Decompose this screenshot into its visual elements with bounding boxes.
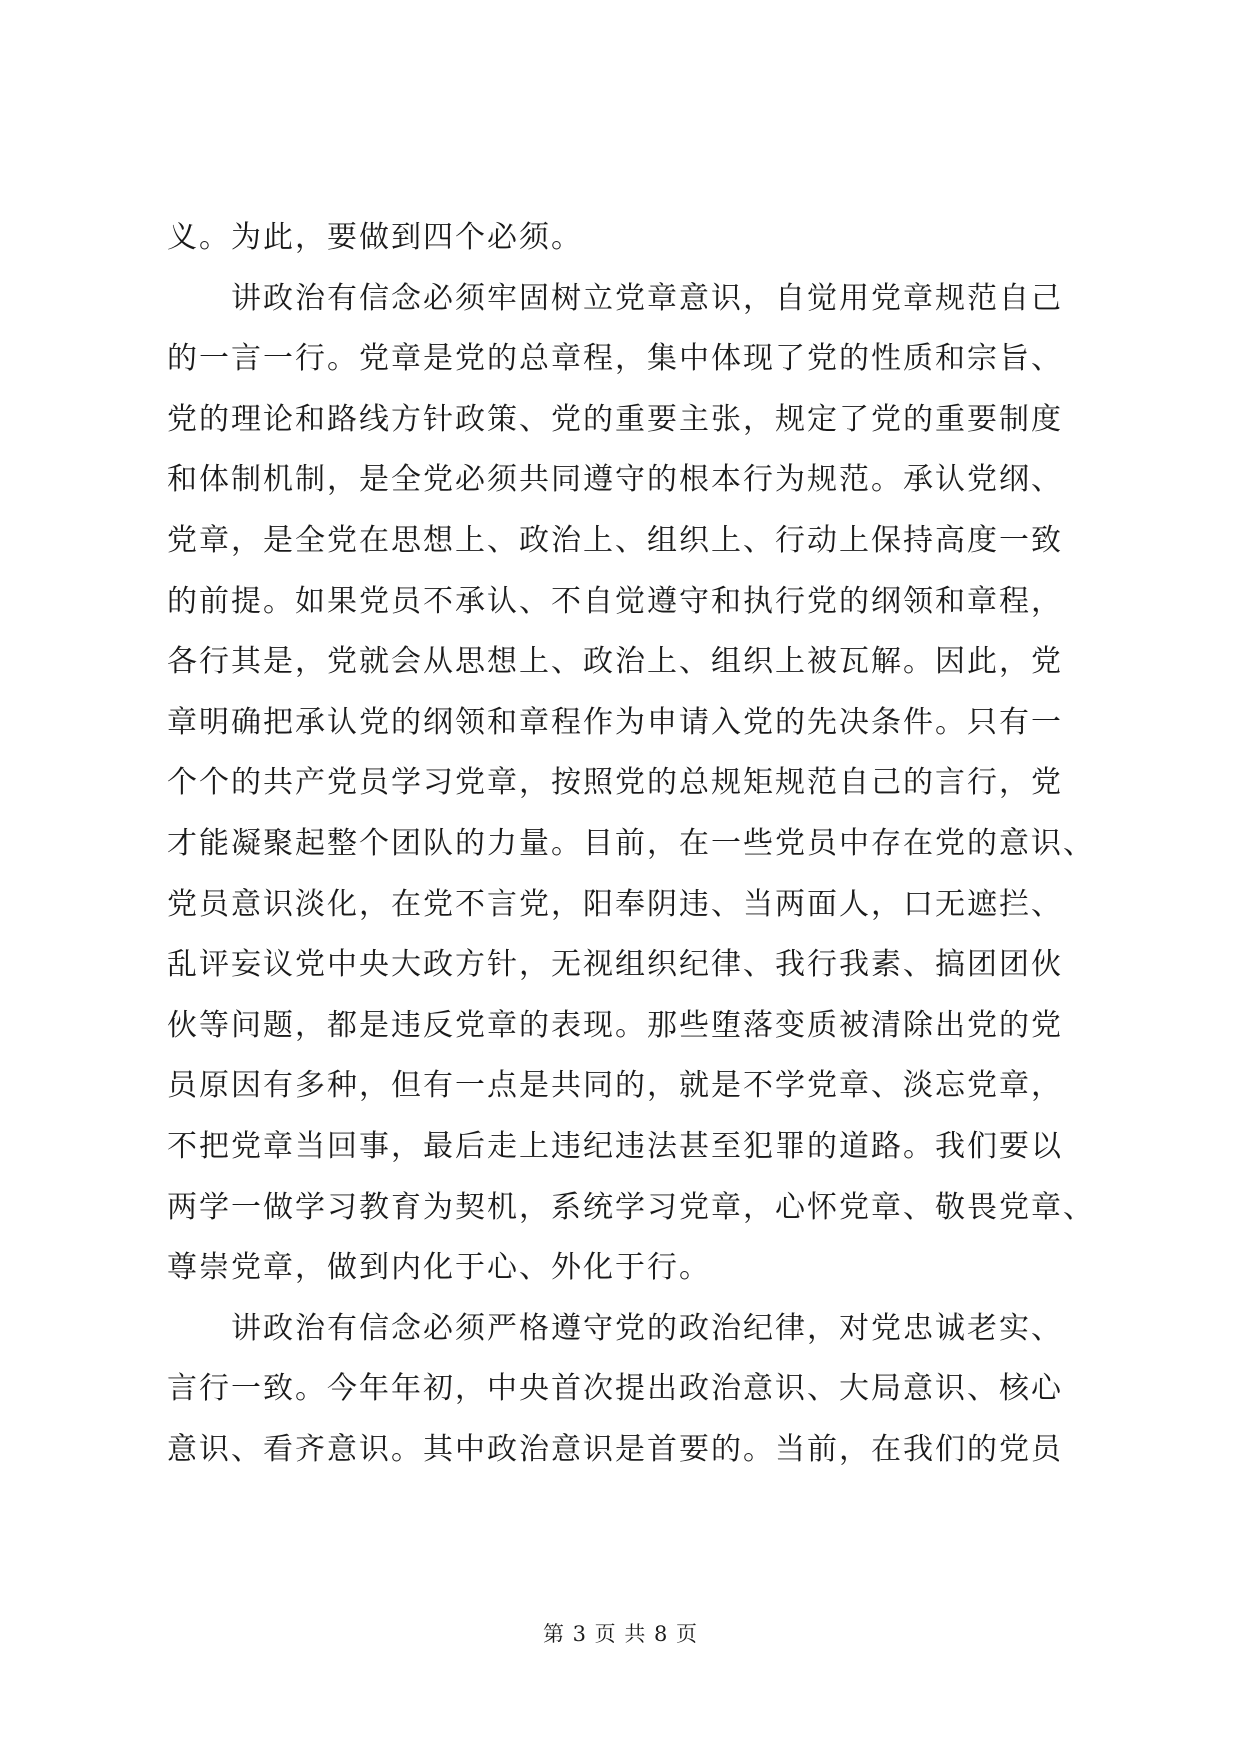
text-line: 和体制机制，是全党必须共同遵守的根本行为规范。承认党纲、 (167, 462, 1063, 498)
text-line: 才能凝聚起整个团队的力量。目前，在一些党员中存在党的意识、 (167, 825, 1095, 861)
text-line: 乱评妄议党中央大政方针，无视组织纪律、我行我素、搞团团伙 (167, 947, 1063, 983)
text-line: 两学一做学习教育为契机，系统学习党章，心怀党章、敬畏党章、 (167, 1189, 1095, 1225)
text-line: 党员意识淡化，在党不言党，阳奉阴违、当两面人，口无遮拦、 (167, 886, 1063, 922)
text-line: 言行一致。今年年初，中央首次提出政治意识、大局意识、核心 (167, 1371, 1063, 1407)
text-line: 各行其是，党就会从思想上、政治上、组织上被瓦解。因此，党 (167, 644, 1063, 680)
paragraph-first-line: 讲政治有信念必须严格遵守党的政治纪律，对党忠诚老实、 (231, 1310, 1063, 1346)
paragraph-first-line: 讲政治有信念必须牢固树立党章意识，自觉用党章规范自己 (231, 280, 1063, 316)
text-line: 个个的共产党员学习党章，按照党的总规矩规范自己的言行，党 (167, 765, 1063, 801)
text-line: 意识、看齐意识。其中政治意识是首要的。当前，在我们的党员 (167, 1431, 1063, 1467)
text-line: 尊崇党章，做到内化于心、外化于行。 (167, 1250, 711, 1286)
text-line: 章明确把承认党的纲领和章程作为申请入党的先决条件。只有一 (167, 704, 1063, 740)
page-number-footer: 第 3 页 共 8 页 (542, 1622, 699, 1646)
text-line: 不把党章当回事，最后走上违纪违法甚至犯罪的道路。我们要以 (167, 1128, 1063, 1164)
text-line: 党的理论和路线方针政策、党的重要主张，规定了党的重要制度 (167, 401, 1063, 437)
document-body (167, 208, 1095, 1480)
text-line: 义。为此，要做到四个必须。 (167, 220, 583, 255)
text-line: 伙等问题，都是违反党章的表现。那些堕落变质被清除出党的党 (167, 1007, 1063, 1043)
text-line: 的一言一行。党章是党的总章程，集中体现了党的性质和宗旨、 (167, 341, 1063, 377)
text-line: 的前提。如果党员不承认、不自觉遵守和执行党的纲领和章程， (167, 583, 1063, 619)
text-line: 党章，是全党在思想上、政治上、组织上、行动上保持高度一致 (167, 522, 1063, 558)
text-line: 员原因有多种，但有一点是共同的，就是不学党章、淡忘党章， (167, 1068, 1063, 1104)
